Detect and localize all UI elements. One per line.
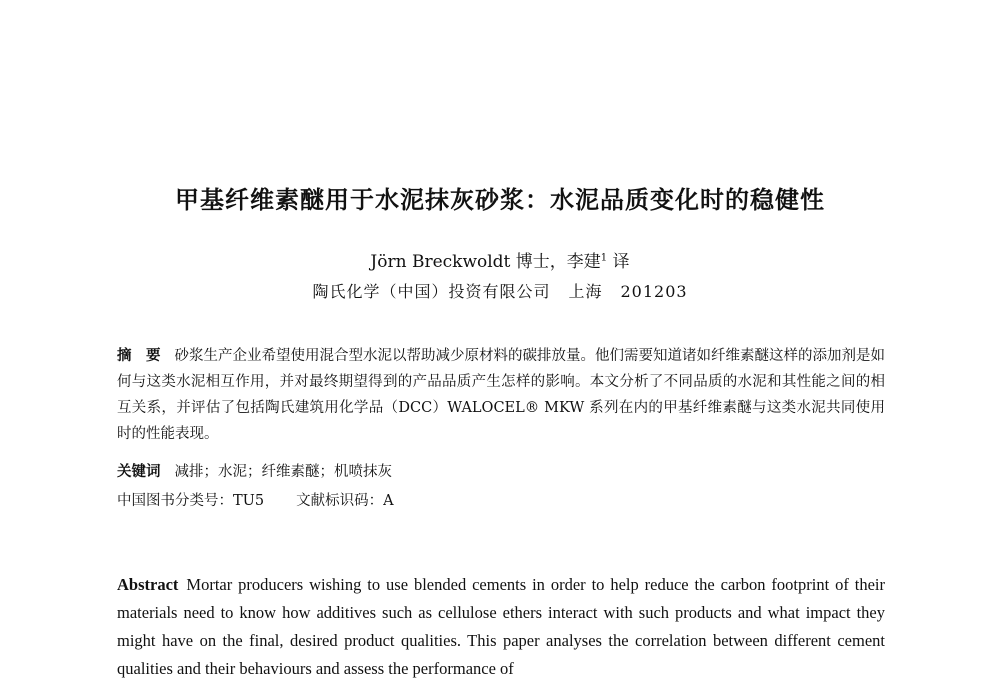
chinese-abstract-text: 砂浆生产企业希望使用混合型水泥以帮助减少原材料的碳排放量。他们需要知道诸如纤维素醚这样的添加剂是如何与这类水泥相互作用，并对最终期望得到的产品品质产生怎样的影响。本文分析了不同品质的水泥和其性能之间的相互关系，并评估了包括陶氏建筑用化学品（DCC）WALOCEL® MKW 系列在内的甲基纤维素醚与这类水泥共同使用时的性能表现。 [117, 348, 885, 442]
doc-code-label: 文献标识码： [296, 493, 384, 509]
english-abstract [117, 571, 885, 683]
keywords-line [117, 460, 885, 481]
clc-value: TU5 [233, 493, 265, 509]
affiliation-line [0, 279, 1000, 302]
author-line [0, 247, 1000, 272]
translator-suffix: 译 [607, 252, 630, 272]
keywords-label: 关键词 [117, 464, 161, 480]
chinese-abstract-label: 摘 要 [117, 348, 161, 364]
english-abstract-label: Abstract [117, 575, 179, 594]
author-names: Jörn Breckwoldt 博士，李建 [370, 252, 601, 272]
classification-line [117, 489, 885, 510]
paper-title: 甲基纤维素醚用于水泥抹灰砂浆：水泥品质变化时的稳健性 [175, 186, 825, 214]
english-abstract-text: Mortar producers wishing to use blended cements in order to help reduce the carbon footprint of their materials need to know how additives such as cellulose ethers interact with such products and what impact they might have on the final, desired product qualities. This paper analyses the correlation between different cement qualities and their behaviours and assess the performance of [117, 575, 885, 678]
clc-label: 中国图书分类号： [117, 493, 233, 509]
footnote-mark: 1 [600, 252, 608, 264]
affiliation-org: 陶氏化学（中国）投资有限公司 [312, 282, 551, 301]
keywords-text: 减排；水泥；纤维素醚；机喷抹灰 [174, 464, 392, 480]
affiliation-postcode: 201203 [620, 282, 688, 301]
affiliation-city: 上海 [568, 282, 603, 301]
chinese-abstract [117, 343, 885, 447]
doc-code-value: A [383, 493, 394, 509]
